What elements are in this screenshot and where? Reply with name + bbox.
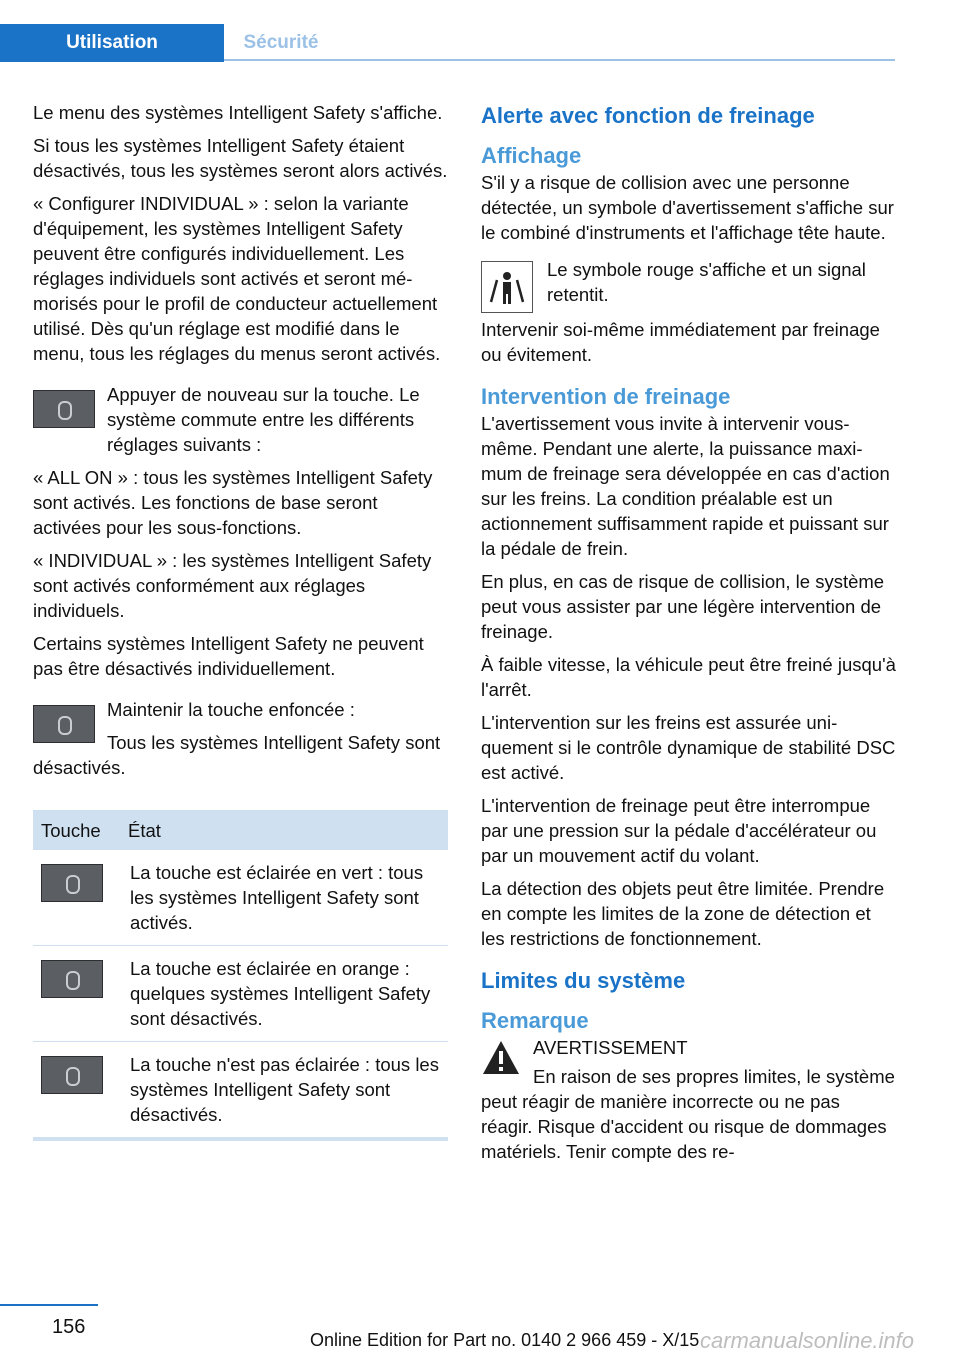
tab-utilisation[interactable]: Utilisation bbox=[0, 24, 224, 62]
paragraph: Tous les systèmes Intelligent Safety sont désactivés. bbox=[33, 732, 441, 778]
table-cell: La touche est éclairée en orange : quelques systèmes Intelligent Safety sont désactivés. bbox=[130, 958, 431, 1029]
section-heading: Limites du système bbox=[481, 968, 686, 993]
subsection-heading: Affichage bbox=[481, 143, 582, 168]
table-row bbox=[33, 1042, 448, 1137]
button-instruction bbox=[33, 382, 448, 465]
page-number: 156 bbox=[52, 1316, 86, 1338]
tab-securite[interactable]: Sécurité bbox=[243, 32, 319, 53]
footer-rule bbox=[0, 1304, 98, 1306]
button-state-table bbox=[33, 810, 448, 1141]
paragraph: Si tous les systèmes Intelligent Safety étaient désactivés, tous les systèmes seront alors activés. bbox=[33, 135, 448, 181]
subsection-heading: Intervention de freinage bbox=[481, 384, 731, 409]
paragraph: La détection des objets peut être limitée. Prendre en compte les limites de la zone de détection et les restrictions de fonctionnement. bbox=[481, 878, 885, 949]
paragraph: « INDIVIDUAL » : les systèmes Intelligent Safety sont activés conformément aux réglages individuels. bbox=[33, 550, 432, 621]
paragraph: Le symbole rouge s'affiche et un signal retentit. bbox=[547, 259, 866, 305]
button-instruction bbox=[33, 697, 448, 788]
warning-triangle-icon bbox=[481, 1039, 521, 1077]
paragraph: À faible vitesse, la véhicule peut être freiné jusqu'à l'arrêt. bbox=[481, 654, 896, 700]
subsection-heading: Remarque bbox=[481, 1008, 589, 1033]
paragraph: « ALL ON » : tous les systèmes Intelligent Safety sont activés. Les fonctions de base seront activées pour les sous-fonctions. bbox=[33, 467, 433, 538]
paragraph: Intervenir soi-même immédiatement par freinage ou évitement. bbox=[481, 319, 880, 365]
table-header bbox=[33, 810, 448, 850]
paragraph: S'il y a risque de collision avec une personne détectée, un symbole d'avertissement s'affiche sur le combiné d'instruments et l'affichage tête haute. bbox=[481, 172, 894, 243]
section-heading: Alerte avec fonction de freinage bbox=[481, 103, 815, 128]
edition-note: Online Edition for Part no. 0140 2 966 459 - X/15 bbox=[310, 1330, 700, 1350]
left-column bbox=[33, 100, 448, 1141]
intelligent-safety-button-icon bbox=[33, 390, 95, 428]
column-header-touche: Touche bbox=[41, 819, 101, 841]
table-cell: La touche est éclairée en vert : tous les systèmes Intelligent Safety sont activés. bbox=[130, 862, 424, 933]
paragraph: L'intervention de freinage peut être interrompue par une pression sur la pédale d'accélérateur ou par un mouvement actif du volant. bbox=[481, 795, 877, 866]
paragraph: En plus, en cas de risque de collision, le système peut vous assister par une légère intervention de freinage. bbox=[481, 571, 885, 642]
paragraph: Certains systèmes Intelligent Safety ne peuvent pas être désactivés individuellement. bbox=[33, 633, 424, 679]
top-tab-bar bbox=[0, 0, 960, 62]
right-column bbox=[481, 102, 896, 1172]
table-end-rule bbox=[33, 1137, 448, 1141]
paragraph: En raison de ses propres limites, le système peut réagir de manière incorrecte ou ne pas réagir. Risque d'accident ou risque de dommages matériels. Tenir compte des re- bbox=[481, 1066, 895, 1162]
button-orange-icon bbox=[41, 960, 103, 998]
button-off-icon bbox=[41, 1056, 103, 1094]
watermark: carmanualsonline.info bbox=[700, 1328, 915, 1353]
warning-symbol-block bbox=[481, 257, 896, 317]
warning-block bbox=[481, 1035, 896, 1172]
paragraph: Le menu des systèmes Intelligent Safety s'affiche. bbox=[33, 102, 443, 123]
pedestrian-warning-icon bbox=[481, 261, 533, 313]
table-row bbox=[33, 946, 448, 1042]
table-cell: La touche n'est pas éclairée : tous les systèmes Intelligent Safety sont désactivés. bbox=[130, 1054, 439, 1125]
paragraph: L'intervention sur les freins est assurée uniquement si le contrôle dynamique de stabilité DSC est activé. bbox=[481, 712, 896, 783]
tab-divider bbox=[224, 59, 895, 61]
column-header-etat: État bbox=[128, 819, 161, 841]
paragraph: Maintenir la touche enfoncée : bbox=[107, 699, 355, 720]
warning-title: AVERTISSEMENT bbox=[533, 1037, 688, 1058]
paragraph: Appuyer de nouveau sur la touche. Le système commute entre les différents réglages suivants : bbox=[107, 384, 420, 455]
paragraph: L'avertissement vous invite à intervenir vous-même. Pendant une alerte, la puissance maximum de freinage sera développée en cas d'action sur les freins. La condition préalable est un actionnement suffisamment rapide et puissant sur la pédale de frein. bbox=[481, 413, 890, 559]
button-green-icon bbox=[41, 864, 103, 902]
intelligent-safety-button-icon bbox=[33, 705, 95, 743]
paragraph: « Configurer INDIVIDUAL » : selon la variante d'équipement, les systèmes Intelligent Safety peuvent être configurés individuellement. Les réglages individuels sont activés et seront mémorisés pour le profil de conducteur actuellement utilisé. Dès qu'un réglage est modifié dans le menu, tous les réglages du menus seront activés. bbox=[33, 193, 441, 364]
table-row bbox=[33, 850, 448, 946]
